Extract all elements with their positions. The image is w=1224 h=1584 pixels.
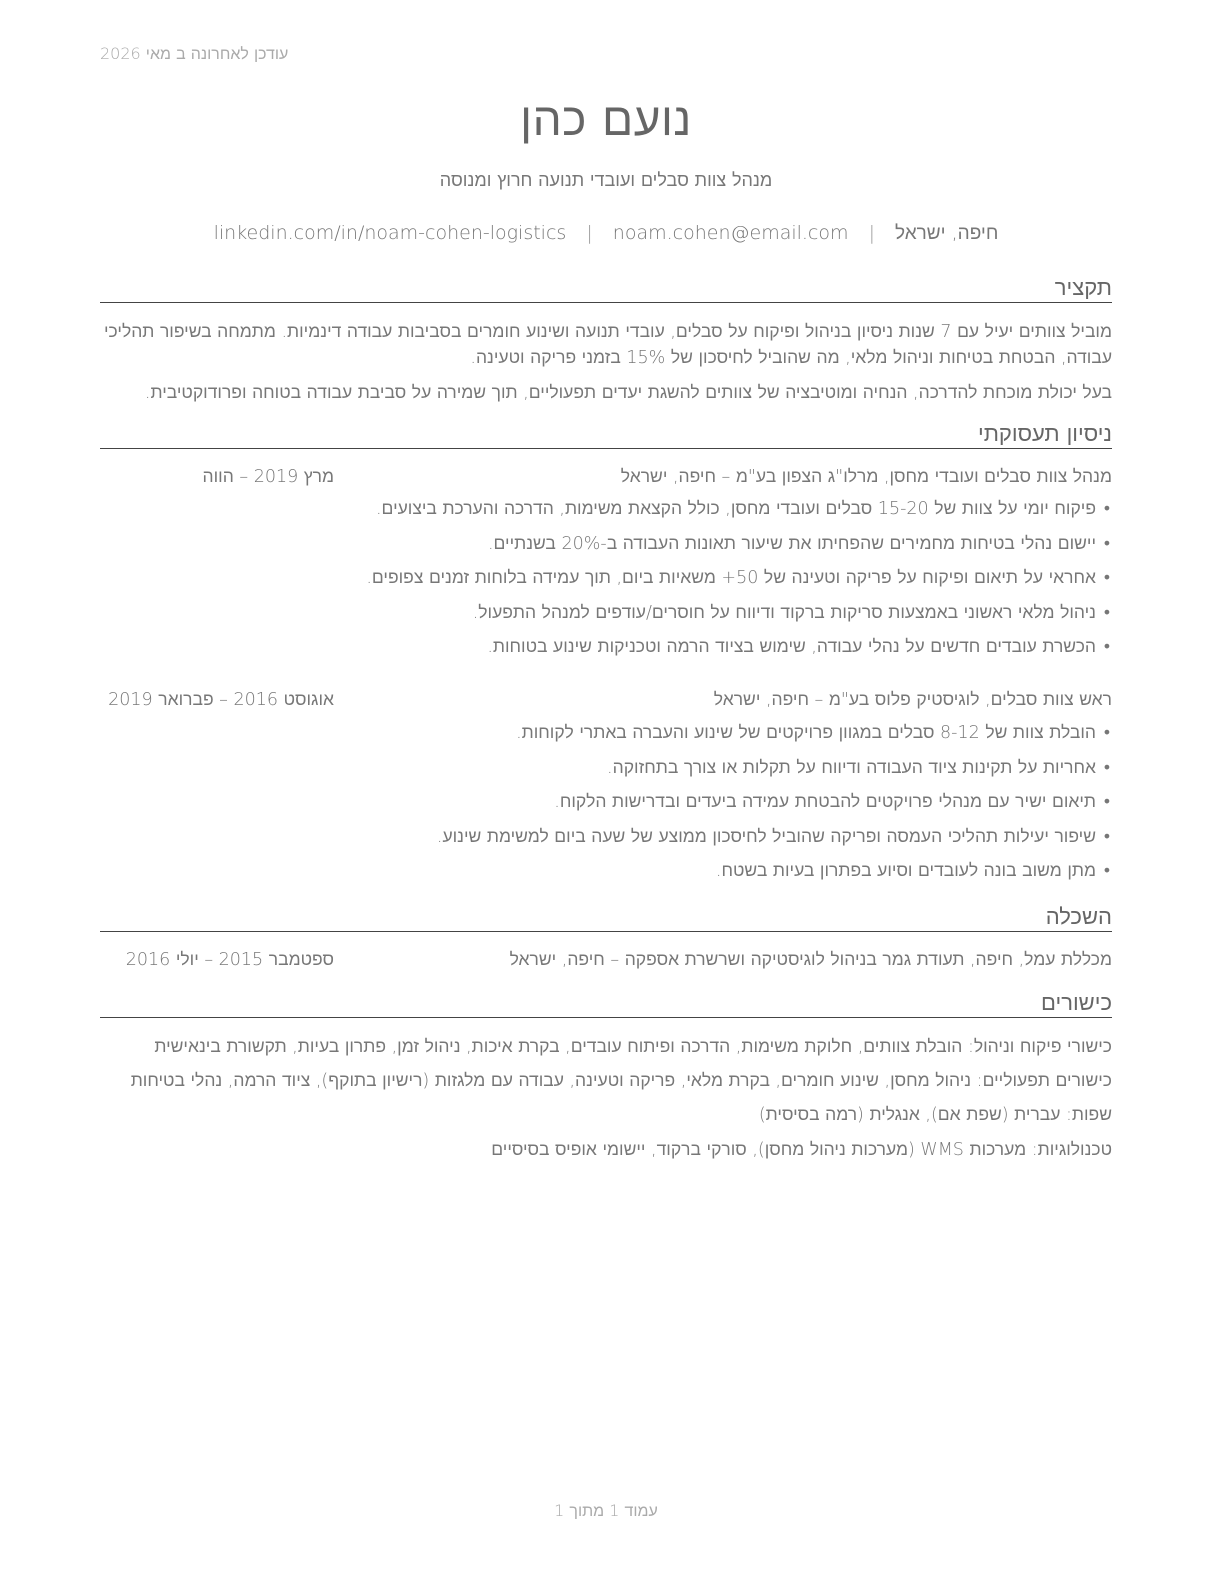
summary-paragraph-2: בעל יכולת מוכחת להדרכה, הנחיה ומוטיבציה של צוותים להשגת יעדים תפעוליים, תוך שמירה על סביבת עבודה בטוחה ופרודוקטיבית. [144, 383, 1112, 403]
summary-heading: תקציר [100, 275, 1112, 303]
skills-line: כישורים תפעוליים: ניהול מחסן, שינוע חומרים, בקרת מלאי, פריקה וטעינה, עבודה עם מלגזות (רישיון בתוקף), ציוד הרמה, נהלי בטיחות [130, 1071, 1112, 1091]
bullet-dot-icon: • [1103, 861, 1110, 881]
candidate-name: נועם כהן [520, 92, 692, 146]
education-heading: השכלה [100, 904, 1112, 932]
contact-separator: | [586, 222, 593, 244]
job-bullet: • פיקוח יומי על צוות של 15-20 סבלים ועובדי מחסן, כולל הקצאת משימות, הדרכה והערכת ביצועים. [100, 496, 1112, 531]
education-entry [100, 949, 1112, 975]
job-bullet: • ניהול מלאי ראשוני באמצעות סריקות ברקוד ודיווח על חוסרים/עודפים למנהל התפעול. [100, 600, 1112, 635]
job-bullet: • אחריות על תקינות ציוד העבודה ודיווח על תקלות או צורך בתחזוקה. [100, 755, 1112, 790]
job-title: מנהל צוות סבלים ועובדי מחסן, מרלו"ג הצפון בע"מ – חיפה, ישראל [620, 467, 1112, 487]
job-title: ראש צוות סבלים, לוגיסטיק פלוס בע"מ – חיפה, ישראל [713, 690, 1112, 710]
bullet-dot-icon: • [1103, 826, 1110, 847]
job-bullet: • הכשרת עובדים חדשים על נהלי עבודה, שימוש בציוד הרמה וטכניקות שינוע בטוחות. [100, 634, 1112, 669]
job-bullet: • מתן משוב בונה לעובדים וסיוע בפתרון בעיות בשטח. [100, 858, 1112, 893]
bullet-dot-icon: • [1103, 568, 1110, 588]
resume-page [100, 0, 1112, 1584]
contact-separator: | [868, 222, 875, 244]
job-bullet: • שיפור יעילות תהליכי העמסה ופריקה שהוביל לחיסכון ממוצע של שעה ביום למשימת שינוע. [100, 824, 1112, 859]
job-bullet: • אחראי על תיאום ופיקוח על פריקה וטעינה של 50+ משאיות ביום, תוך עמידה בלוחות זמנים צפופים. [100, 565, 1112, 600]
bullet-dot-icon: • [1103, 792, 1110, 812]
bullet-dot-icon: • [1103, 533, 1110, 554]
job-bullet-list [100, 720, 1112, 893]
job-dates: מרץ 2019 – הווה [202, 467, 334, 487]
candidate-headline: מנהל צוות סבלים ועובדי תנועה חרוץ ומנוסה [439, 170, 773, 191]
job-bullet: • הובלת צוות של 8-12 סבלים במגוון פרויקטים של שינוע והעברה באתרי לקוחות. [100, 720, 1112, 755]
bullet-dot-icon: • [1103, 499, 1110, 519]
job-bullet-list [100, 496, 1112, 669]
skills-heading: כישורים [100, 990, 1112, 1018]
contact-email[interactable]: noam.cohen@email.com [612, 222, 849, 244]
skills-line: שפות: עברית (שפת אם), אנגלית (רמה בסיסית) [758, 1105, 1112, 1125]
experience-heading: ניסיון תעסוקתי [100, 421, 1112, 449]
last-updated-note: עודכן לאחרונה ב מאי 2026 [100, 44, 289, 63]
page-number: עמוד 1 מתוך 1 [554, 1501, 658, 1520]
contact-linkedin[interactable]: linkedin.com/in/noam-cohen-logistics [213, 222, 567, 244]
job-bullet: • יישום נהלי בטיחות מחמירים שהפחיתו את שיעור תאונות העבודה ב-20% בשנתיים. [100, 531, 1112, 566]
bullet-dot-icon: • [1103, 637, 1110, 657]
summary-paragraph-1: מוביל צוותים יעיל עם 7 שנות ניסיון בניהול ופיקוח על סבלים, עובדי תנועה ושינוע חומרים בסביבות עבודה דינמיות. מתמחה בשיפור תהליכי עבודה, הבטחת בטיחות וניהול מלאי, מה שהוביל לחיסכון של 15% בזמני פריקה וטעינה. [104, 322, 1112, 368]
education-institution: מכללת עמל, חיפה, תעודת גמר בניהול לוגיסטיקה ושרשרת אספקה – חיפה, ישראל [509, 950, 1112, 970]
skills-line: כישורי פיקוח וניהול: הובלת צוותים, חלוקת משימות, הדרכה ופיתוח עובדים, בקרת איכות, ניהול זמן, פתרון בעיות, תקשורת בינאישית [154, 1037, 1112, 1057]
education-dates: ספטמבר 2015 – יולי 2016 [125, 950, 334, 970]
bullet-dot-icon: • [1103, 723, 1110, 743]
contact-location: חיפה, ישראל [895, 222, 999, 244]
skills-line: טכנולוגיות: מערכות WMS (מערכות ניהול מחסן), סורקי ברקוד, יישומי אופיס בסיסיים [491, 1140, 1112, 1160]
contact-line [100, 222, 1112, 245]
job-header [100, 466, 1112, 492]
job-bullet: • תיאום ישיר עם מנהלי פרויקטים להבטחת עמידה ביעדים ובדרישות הלקוח. [100, 789, 1112, 824]
job-header [100, 689, 1112, 715]
bullet-dot-icon: • [1103, 757, 1110, 778]
bullet-dot-icon: • [1103, 602, 1110, 623]
job-dates: אוגוסט 2016 – פברואר 2019 [108, 690, 334, 710]
